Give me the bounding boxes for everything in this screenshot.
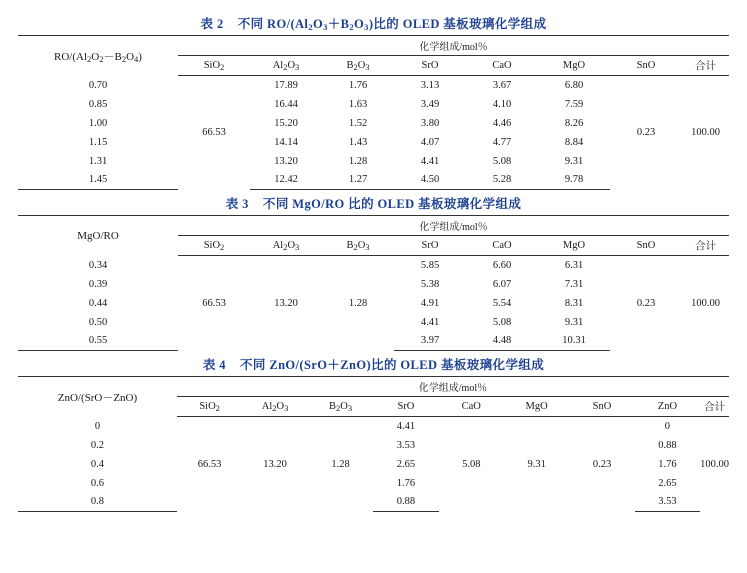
table-3-group-header: 化学组成/mol％: [178, 216, 729, 236]
table-3-col-b2o3: $B_2O_3$: [322, 236, 394, 256]
table-2-cell: 1.63: [348, 98, 368, 110]
table-3-cell: 7.31: [564, 278, 584, 290]
table-4-merged-cao: 5.08: [462, 458, 481, 470]
table-4-rowkey: 0.8: [18, 493, 177, 512]
table-2-group-header: 化学组成/mol％: [178, 36, 729, 56]
table-row: [18, 417, 729, 436]
table-2-cell: 15.20: [274, 117, 298, 129]
table-4-cell: 0.88: [373, 493, 438, 512]
table-2-cell: 3.49: [420, 98, 440, 110]
table-2-rowkey: 1.15: [88, 136, 108, 148]
table-4-col-sio2: SiO$_2$: [177, 397, 242, 417]
table-4-cell: 3.53: [635, 493, 700, 512]
table-2-col-b2o3: $B_2O_3$: [322, 56, 394, 76]
table-4-rowkey: 0.4: [90, 458, 105, 470]
table-row: [18, 76, 729, 95]
table-2-cell: 3.13: [420, 79, 440, 91]
table-4-col-b2o3: $B_2O_3$: [308, 397, 373, 417]
table-3-rowkey: 0.39: [88, 278, 108, 290]
table-3-rowkey: 0.44: [88, 297, 108, 309]
table-2-cell: 8.26: [564, 117, 584, 129]
table-row: [18, 216, 729, 236]
table-4-rowkey: 0.6: [90, 477, 105, 489]
table-3-cell: 6.31: [564, 259, 584, 271]
table-2-cell: 1.76: [348, 79, 368, 91]
table-2-col-sio2: SiO$_2$: [178, 56, 250, 76]
table-2-rowkey: 0.70: [88, 79, 108, 91]
table-3-cell: 5.85: [420, 259, 440, 271]
table-2-cell: 3.80: [420, 117, 440, 129]
table-2-cell: 4.46: [492, 117, 512, 129]
table-4-merged-sio2: 66.53: [197, 458, 222, 470]
table-3-cell: 9.31: [564, 316, 584, 328]
table-2-cell: 5.28: [466, 171, 538, 190]
table-3-cell: 5.54: [492, 297, 512, 309]
table-4-group-header: 化学组成/mol％: [177, 377, 729, 397]
table-4-merged-total: 100.00: [700, 458, 729, 470]
table-2-col-total: 合计: [682, 56, 729, 76]
table-4-merged-al2o3: 13.20: [263, 458, 287, 470]
table-4-cell: 4.41: [396, 420, 416, 432]
table-2-cell: 1.27: [322, 171, 394, 190]
table-2-cell: 16.44: [274, 98, 298, 110]
table-row: [18, 36, 729, 56]
table-2-cell: 1.43: [348, 136, 368, 148]
table-2-cell: 4.07: [420, 136, 440, 148]
table-3-col-al2o3: $Al_2O_3$: [250, 236, 322, 256]
table-3-cell: 8.31: [564, 297, 584, 309]
table-4-col-cao: CaO: [439, 397, 504, 417]
table-3-col-total: 合计: [682, 236, 729, 256]
table-2-cell: 4.10: [492, 98, 512, 110]
table-3-col-cao: CaO: [466, 236, 538, 256]
table-4-caption: 表 4 不同 ZnO/(SrO＋ZnO)比的 OLED 基板玻璃化学组成: [202, 358, 545, 372]
table-2-cell: 12.42: [250, 171, 322, 190]
table-4-rowkey: 0.2: [90, 439, 105, 451]
table-2-col-sro: SrO: [394, 56, 466, 76]
table-2-col-cao: CaO: [466, 56, 538, 76]
table-2-cell: 6.80: [564, 79, 584, 91]
table-2-rowkey: 1.00: [88, 117, 108, 129]
table-4-merged-sno: 0.23: [592, 458, 612, 470]
table-4-cell: 1.76: [396, 477, 416, 489]
table-2-col-al2o3: $Al_2O_3$: [250, 56, 322, 76]
table-3-row-header-label: MgO/RO: [18, 216, 178, 256]
table-3-merged-sno: 0.23: [636, 297, 656, 309]
table-3-col-sro: SrO: [394, 236, 466, 256]
table-2-rowkey: 1.45: [18, 171, 178, 190]
table-2: [18, 35, 729, 190]
table-2-merged-total: 100.00: [691, 127, 720, 139]
table-4-col-sro: SrO: [373, 397, 438, 417]
table-2-cell: 17.89: [274, 79, 298, 91]
table-3-merged-sio2: 66.53: [202, 297, 226, 309]
table-3-cell: 4.91: [420, 297, 440, 309]
table-row: [18, 377, 729, 397]
table-3-rowkey: 0.34: [88, 259, 108, 271]
table-4: [18, 376, 729, 512]
table-2-merged-sio2: 66.53: [202, 127, 226, 139]
table-4-row-header-label: ZnO/(SrO－ZnO): [18, 377, 177, 417]
table-3-cell: 6.07: [492, 278, 512, 290]
table-4-cell: 0: [664, 420, 671, 432]
table-4-cell: 2.65: [396, 458, 416, 470]
table-3-col-sno: SnO: [610, 236, 682, 256]
table-4-col-sno: SnO: [569, 397, 634, 417]
table-2-cell: 4.50: [394, 171, 466, 190]
table-2-cell: 13.20: [274, 155, 298, 167]
table-3-caption: 表 3 不同 MgO/RO 比的 OLED 基板玻璃化学组成: [225, 197, 522, 211]
table-3-col-sio2: SiO$_2$: [178, 236, 250, 256]
table-2-rowkey: 0.85: [88, 98, 108, 110]
table-2-cell: 8.84: [564, 136, 584, 148]
table-3-merged-al2o3: 13.20: [274, 297, 298, 309]
table-3-merged-total: 100.00: [691, 297, 720, 309]
table-4-cell: 1.76: [658, 458, 677, 470]
table-4-cell: 2.65: [658, 477, 677, 489]
table-2-cell: 9.78: [538, 171, 610, 190]
table-2-col-mgo: MgO: [538, 56, 610, 76]
table-2-caption: 表 2 不同 $RO/(Al_2O_3+B_2O_3)$比的 OLED 基板玻璃化学组成: [200, 17, 547, 32]
table-3-rowkey: 0.50: [88, 316, 108, 328]
table-2-col-sno: SnO: [610, 56, 682, 76]
table-2-merged-sno: 0.23: [636, 127, 656, 139]
table-4-merged-mgo: 9.31: [527, 458, 546, 470]
table-2-cell: 14.14: [274, 136, 298, 148]
table-row: [18, 256, 729, 275]
table-4-col-al2o3: $Al_2O_3$: [242, 397, 307, 417]
table-3-rowkey: 0.55: [18, 332, 178, 351]
table-4-rowkey: 0: [94, 420, 101, 432]
table-3-merged-b2o3: 1.28: [348, 297, 368, 309]
table-2-cell: 1.52: [348, 117, 368, 129]
table-2-cell: 9.31: [564, 155, 584, 167]
table-2-cell: 4.41: [420, 155, 440, 167]
table-4-col-mgo: MgO: [504, 397, 569, 417]
table-3-cell: 4.41: [420, 316, 440, 328]
table-2-cell: 7.59: [564, 98, 584, 110]
table-2-cell: 1.28: [348, 155, 368, 167]
table-4-col-total: 合计: [700, 397, 729, 417]
table-3-cell: 5.38: [420, 278, 440, 290]
table-4-col-zno: ZnO: [635, 397, 700, 417]
table-4-cell: 3.53: [396, 439, 416, 451]
table-4-cell: 0.88: [658, 439, 677, 451]
table-2-rowkey: 1.31: [88, 155, 108, 167]
table-2-cell: 5.08: [492, 155, 512, 167]
table-2-cell: 4.77: [492, 136, 512, 148]
table-3-col-mgo: MgO: [538, 236, 610, 256]
table-3: [18, 215, 729, 351]
table-3-cell: 4.48: [466, 332, 538, 351]
table-3-cell: 6.60: [492, 259, 512, 271]
table-3-cell: 5.08: [492, 316, 512, 328]
table-3-cell: 10.31: [538, 332, 610, 351]
table-2-row-header-label: $RO/(Al_2O_2-B_2O_4)$: [18, 36, 178, 76]
table-3-cell: 3.97: [394, 332, 466, 351]
table-2-cell: 3.67: [492, 79, 512, 91]
table-4-merged-b2o3: 1.28: [331, 458, 350, 470]
